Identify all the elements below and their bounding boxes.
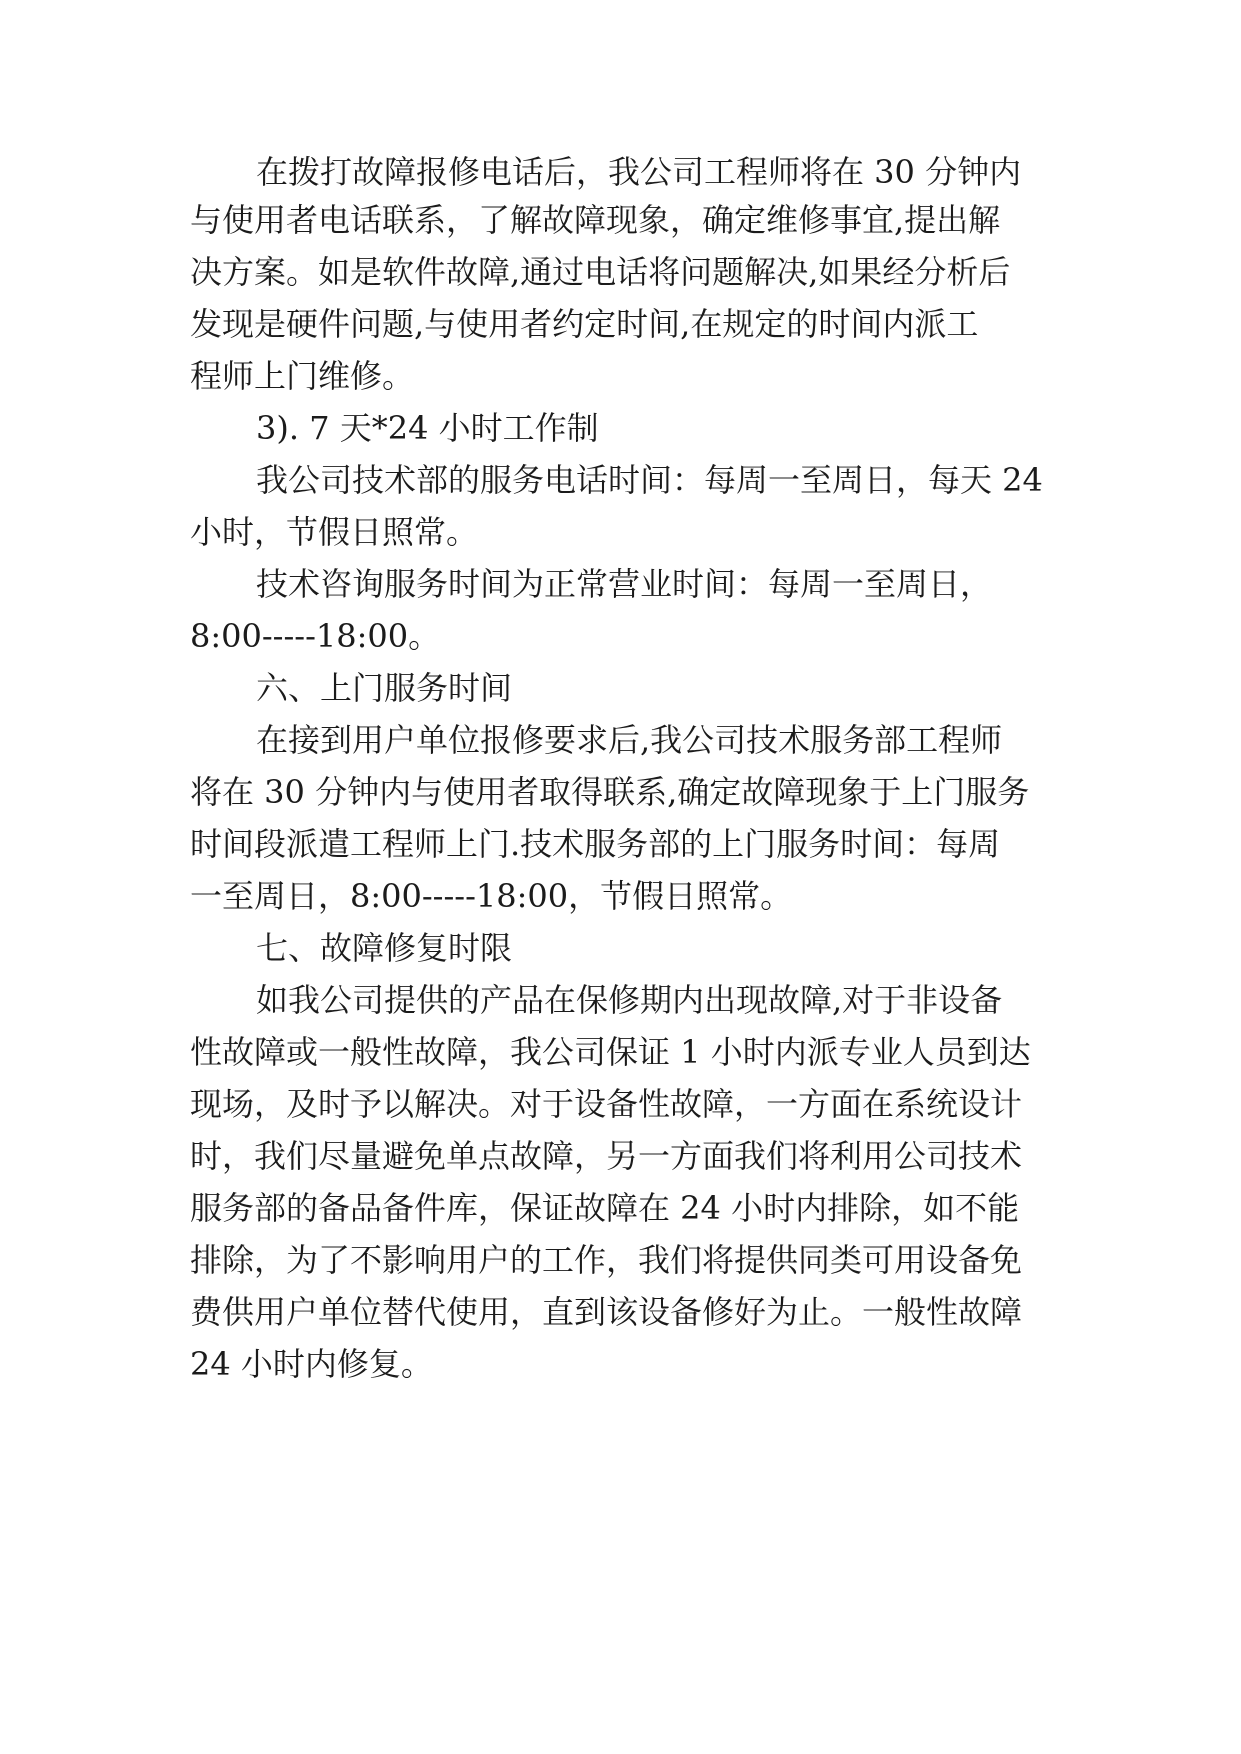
paragraph-5-line-1: 如我公司提供的产品在保修期内出现故障,对于非设备 (256, 981, 1003, 1019)
paragraph-1-line-2: 与使用者电话联系，了解故障现象，确定维修事宜,提出解 (190, 201, 1001, 239)
paragraph-5-line-5: 服务部的备品备件库，保证故障在 24 小时内排除，如不能 (190, 1189, 1020, 1227)
section-heading-6: 六、上门服务时间 (256, 669, 513, 707)
subsection-heading-3: 3). 7 天*24 小时工作制 (256, 409, 599, 447)
paragraph-2-line-1: 我公司技术部的服务电话时间：每周一至周日，每天 24 (256, 461, 1043, 499)
paragraph-3-line-2: 8:00-----18:00。 (190, 617, 441, 655)
paragraph-5-line-8: 24 小时内修复。 (190, 1345, 433, 1383)
paragraph-3-line-1: 技术咨询服务时间为正常营业时间：每周一至周日， (256, 565, 993, 603)
paragraph-5-line-4: 时，我们尽量避免单点故障，另一方面我们将利用公司技术 (190, 1137, 1023, 1175)
paragraph-5-line-6: 排除，为了不影响用户的工作，我们将提供同类可用设备免 (190, 1241, 1023, 1279)
section-heading-7: 七、故障修复时限 (256, 929, 513, 967)
paragraph-4-line-2: 将在 30 分钟内与使用者取得联系,确定故障现象于上门服务 (190, 773, 1030, 811)
paragraph-1-line-3: 决方案。如是软件故障,通过电话将问题解决,如果经分析后 (190, 253, 1011, 291)
paragraph-1-line-4: 发现是硬件问题,与使用者约定时间,在规定的时间内派工 (190, 305, 979, 343)
paragraph-5-line-3: 现场，及时予以解决。对于设备性故障，一方面在系统设计 (190, 1085, 1023, 1123)
paragraph-5-line-2: 性故障或一般性故障，我公司保证 1 小时内派专业人员到达 (190, 1033, 1031, 1071)
paragraph-4-line-1: 在接到用户单位报修要求后,我公司技术服务部工程师 (256, 721, 1003, 759)
paragraph-5-line-7: 费供用户单位替代使用，直到该设备修好为止。一般性故障 (190, 1293, 1023, 1331)
paragraph-1-line-5: 程师上门维修。 (190, 357, 415, 395)
paragraph-1-line-1: 在拨打故障报修电话后，我公司工程师将在 30 分钟内 (256, 153, 1022, 191)
paragraph-4-line-3: 时间段派遣工程师上门.技术服务部的上门服务时间：每周 (190, 825, 1001, 863)
paragraph-4-line-4: 一至周日，8:00-----18:00，节假日照常。 (190, 877, 793, 915)
paragraph-2-line-2: 小时，节假日照常。 (190, 513, 479, 551)
